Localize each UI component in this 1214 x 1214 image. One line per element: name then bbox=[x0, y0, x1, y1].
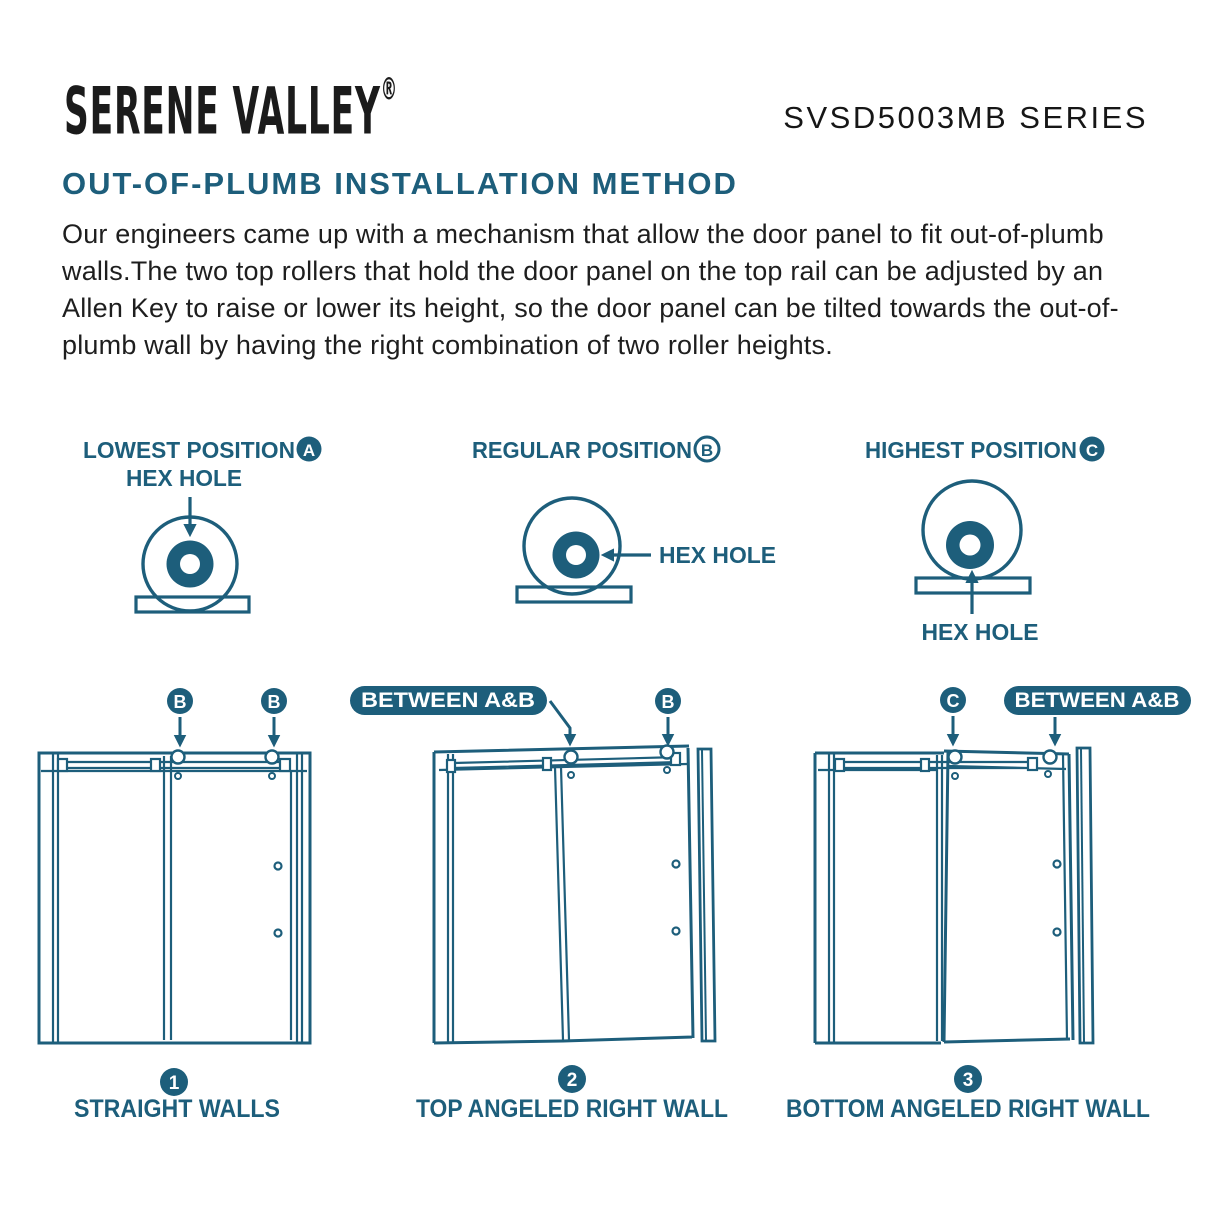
page-title: OUT-OF-PLUMB INSTALLATION METHOD bbox=[62, 166, 738, 201]
wall-diagram-bottom-angled bbox=[786, 686, 1191, 1123]
rail-cap bbox=[1028, 758, 1037, 770]
right-wall-bar bbox=[698, 749, 715, 1041]
wall-caption: STRAIGHT WALLS bbox=[74, 1095, 280, 1123]
frame-outline bbox=[39, 753, 310, 1043]
handle-dot bbox=[1054, 861, 1061, 868]
handle-dot bbox=[673, 928, 680, 935]
guide-dot bbox=[952, 773, 958, 779]
hex-hole-label: HEX HOLE bbox=[659, 542, 776, 568]
rail-cap bbox=[58, 759, 67, 771]
hex-hole-label: HEX HOLE bbox=[921, 619, 1039, 645]
frame-lines bbox=[818, 754, 1067, 1042]
roller-setting-label: BETWEEN A&B bbox=[361, 689, 535, 712]
rail-bracket bbox=[921, 759, 929, 771]
wall-caption: TOP ANGELED RIGHT WALL bbox=[416, 1095, 728, 1123]
hex-hole-label: HEX HOLE bbox=[126, 465, 242, 491]
brand-logo bbox=[64, 70, 397, 149]
roller-icon bbox=[661, 746, 674, 759]
handle-dot bbox=[275, 863, 282, 870]
badge-c-letter: C bbox=[1085, 441, 1099, 460]
hex-hole bbox=[960, 535, 981, 556]
right-wall-bar-line bbox=[1081, 749, 1084, 1042]
roller-icon bbox=[266, 751, 279, 764]
step-number: 1 bbox=[168, 1073, 180, 1094]
roller-diagram-regular bbox=[472, 437, 776, 602]
step-number: 2 bbox=[566, 1070, 578, 1091]
guide-dot bbox=[269, 773, 275, 779]
hex-hole bbox=[180, 554, 200, 574]
frame-outline bbox=[434, 746, 693, 1043]
roller-setting-label: BETWEEN A&B bbox=[1014, 689, 1180, 712]
wall-diagram-straight bbox=[39, 688, 310, 1123]
hex-hole bbox=[566, 545, 586, 565]
right-wall-bar bbox=[1077, 748, 1093, 1043]
roller-setting-label: B bbox=[267, 692, 281, 712]
brand-name: SERENE VALLEY bbox=[64, 73, 381, 150]
rail-cap bbox=[835, 759, 844, 771]
installation-diagrams bbox=[0, 420, 1214, 1214]
step-number: 3 bbox=[962, 1070, 974, 1091]
arrow-elbow-icon bbox=[550, 701, 570, 736]
roller-highest-title: HIGHEST POSITION bbox=[865, 437, 1077, 463]
roller-icon bbox=[949, 751, 962, 764]
rail-bracket bbox=[543, 758, 551, 770]
guide-dot bbox=[568, 772, 574, 778]
roller-icon bbox=[172, 751, 185, 764]
roller-setting-label: B bbox=[661, 692, 675, 712]
roller-regular-title: REGULAR POSITION bbox=[472, 437, 692, 463]
rail-cap bbox=[447, 760, 455, 772]
guide-dot bbox=[1045, 771, 1051, 777]
roller-setting-label: C bbox=[946, 691, 960, 711]
rail-cap bbox=[280, 759, 290, 771]
handle-dot bbox=[275, 930, 282, 937]
wall-diagram-top-angled bbox=[350, 686, 728, 1123]
roller-diagram-lowest bbox=[83, 437, 322, 613]
intro-paragraph: Our engineers came up with a mechanism that allow the door panel to fit out-of-plumb walls.The two top rollers that hold the door panel on the top rail can be adjusted by an Allen Key to raise or lower its height, so the door panel can be tilted towards the out-of-plumb wall by having the right combination of two roller heights. bbox=[62, 219, 1119, 360]
handle-dot bbox=[673, 861, 680, 868]
handle-dot bbox=[1054, 929, 1061, 936]
rail-bracket bbox=[151, 759, 160, 771]
guide-dot bbox=[664, 767, 670, 773]
frame-lines bbox=[439, 754, 687, 1042]
frame-lines bbox=[41, 754, 307, 1042]
guide-dot bbox=[175, 773, 181, 779]
roller-icon bbox=[1044, 751, 1057, 764]
registered-mark: ® bbox=[380, 70, 398, 108]
badge-a-letter: A bbox=[302, 441, 316, 460]
roller-diagram-highest bbox=[865, 437, 1105, 646]
series-label: SVSD5003MB SERIES bbox=[783, 100, 1148, 135]
wall-caption: BOTTOM ANGELED RIGHT WALL bbox=[786, 1095, 1150, 1123]
roller-lowest-title: LOWEST POSITION bbox=[83, 437, 295, 463]
badge-b-letter: B bbox=[700, 441, 714, 460]
roller-icon bbox=[565, 751, 578, 764]
roller-setting-label: B bbox=[173, 692, 187, 712]
frame-outline bbox=[815, 751, 1073, 1043]
